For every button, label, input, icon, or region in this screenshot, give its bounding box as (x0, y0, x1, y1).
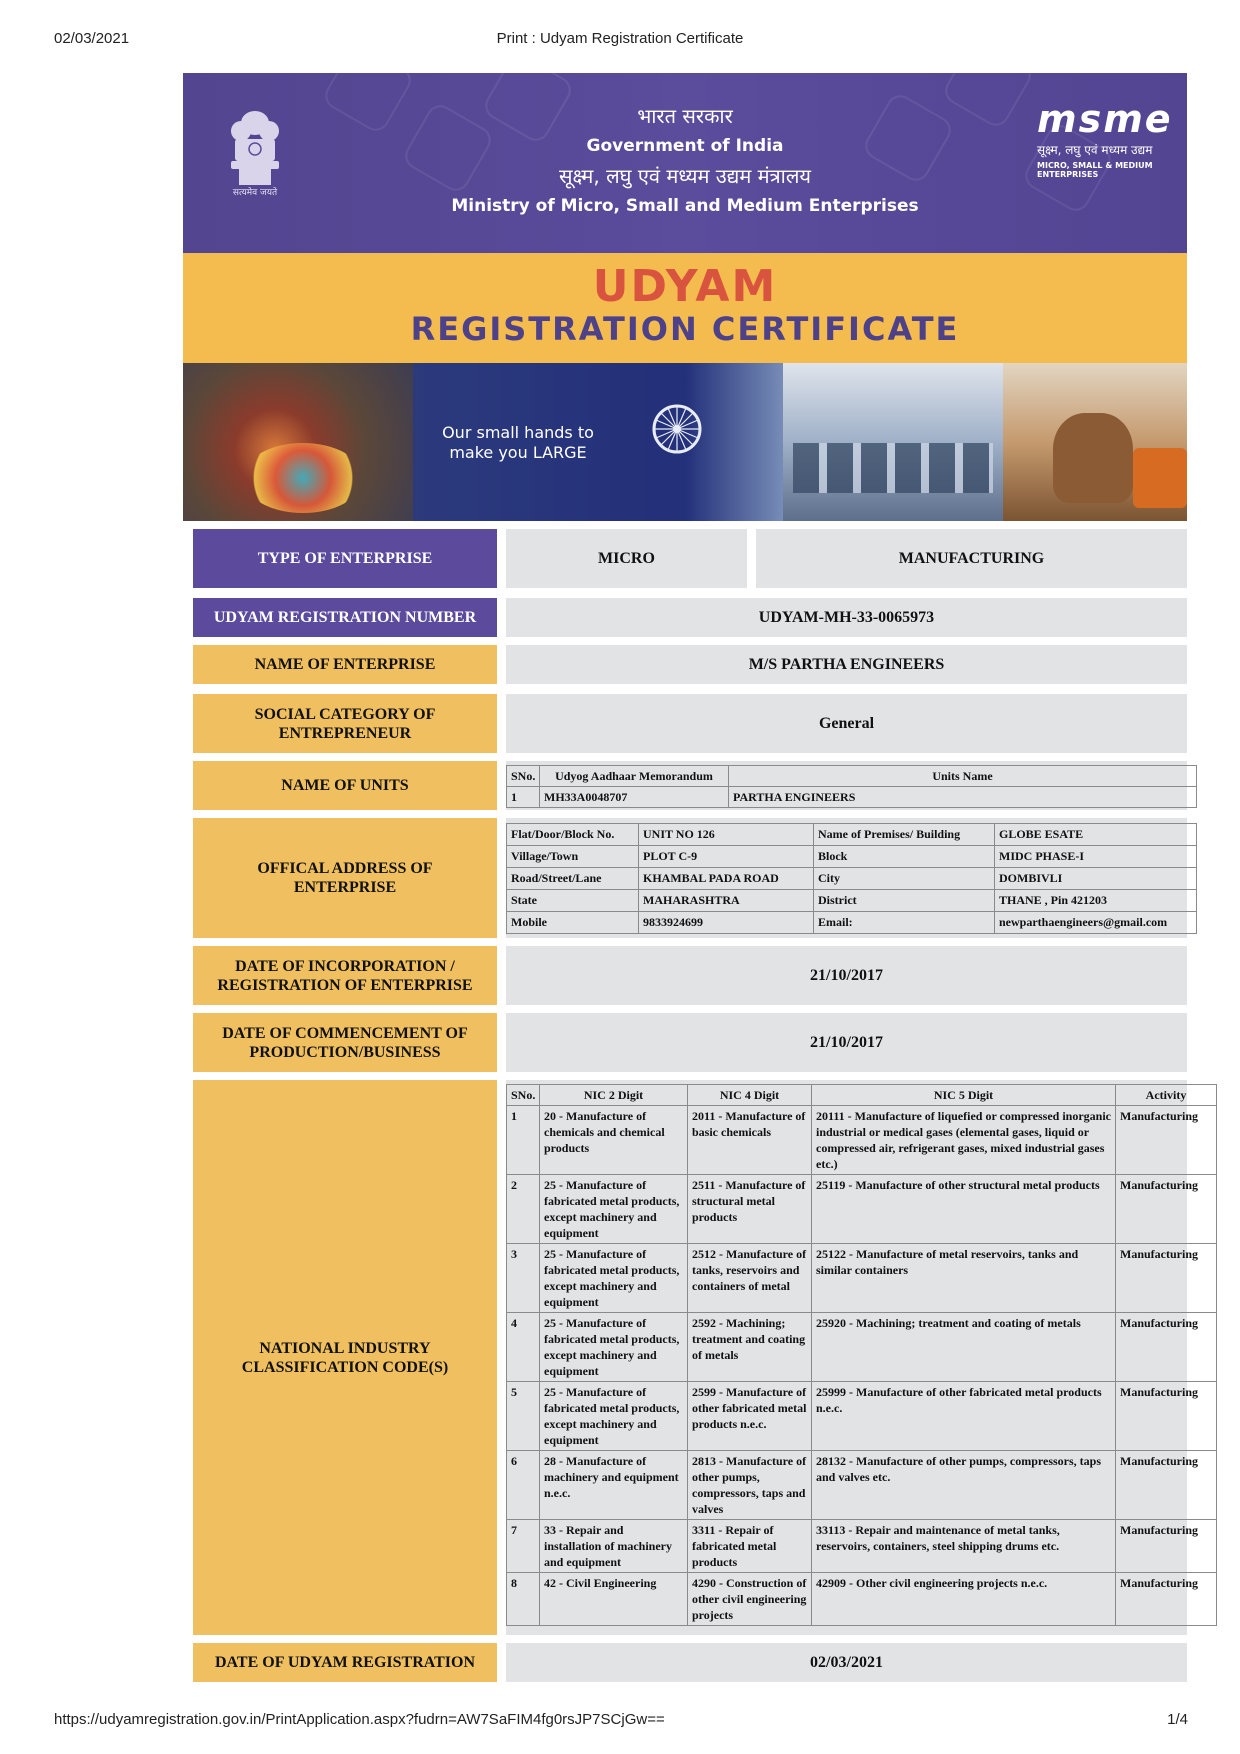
address-field-value: MAHARASHTRA (639, 890, 814, 912)
table-cell: 4 (507, 1313, 540, 1382)
address-field-label: Mobile (507, 912, 639, 934)
table-cell: 33 - Repair and installation of machinery and equipment (540, 1520, 688, 1573)
enterprise-activity-value: MANUFACTURING (756, 529, 1187, 588)
udyam-registration-date-value: 02/03/2021 (506, 1643, 1187, 1682)
msme-hindi-text: सूक्ष्म, लघु एवं मध्यम उद्यम (1037, 143, 1153, 157)
table-cell: 7 (507, 1520, 540, 1573)
table-cell: Manufacturing (1116, 1313, 1217, 1382)
table-cell: 25 - Manufacture of fabricated metal products, except machinery and equipment (540, 1175, 688, 1244)
address-table-container (506, 818, 1187, 938)
table-cell: 1 (507, 1106, 540, 1175)
table-header-cell: SNo. (507, 766, 540, 787)
table-cell: 28132 - Manufacture of other pumps, compressors, taps and valves etc. (812, 1451, 1116, 1520)
table-cell: 5 (507, 1382, 540, 1451)
nic-table (506, 1084, 1217, 1626)
table-header-cell: NIC 4 Digit (688, 1085, 812, 1106)
table-cell: 2592 - Machining; treatment and coating of metals (688, 1313, 812, 1382)
hindi-ministry-text: सूक्ष्म, लघु एवं मध्यम उद्यम मंत्रालय (559, 164, 811, 188)
chakra-wheel-icon (651, 403, 703, 455)
address-field-label: Name of Premises/ Building (814, 824, 995, 846)
table-header-cell: NIC 5 Digit (812, 1085, 1116, 1106)
address-label: OFFICAL ADDRESS OF ENTERPRISE (193, 818, 497, 938)
table-cell: 6 (507, 1451, 540, 1520)
table-cell: 28 - Manufacture of machinery and equipment n.e.c. (540, 1451, 688, 1520)
table-header-cell: Activity (1116, 1085, 1217, 1106)
address-table (506, 823, 1197, 934)
office-photo (783, 363, 1003, 521)
table-cell: 2011 - Manufacture of basic chemicals (688, 1106, 812, 1175)
table-cell: MH33A0048707 (540, 787, 729, 808)
table-cell: Manufacturing (1116, 1244, 1217, 1313)
print-title: Print : Udyam Registration Certificate (496, 30, 744, 47)
table-cell: 2599 - Manufacture of other fabricated metal products n.e.c. (688, 1382, 812, 1451)
registration-number-value: UDYAM-MH-33-0065973 (506, 598, 1187, 637)
table-cell: 8 (507, 1573, 540, 1626)
address-field-value: 9833924699 (639, 912, 814, 934)
table-cell: 2 (507, 1175, 540, 1244)
address-field-label: District (814, 890, 995, 912)
units-table-container (506, 761, 1187, 810)
address-field-value: THANE , Pin 421203 (995, 890, 1197, 912)
table-cell: 2512 - Manufacture of tanks, reservoirs and containers of metal (688, 1244, 812, 1313)
table-header-cell: Udyog Aadhaar Memorandum (540, 766, 729, 787)
tagline (438, 423, 598, 463)
photo-banner (183, 363, 1187, 521)
table-cell: 20111 - Manufacture of liquefied or compressed inorganic industrial or medical gases (elemental gases, liquid or compressed air, refrigerant gases, mixed industrial gases etc.) (812, 1106, 1116, 1175)
address-field-label: Village/Town (507, 846, 639, 868)
table-row (507, 1244, 1217, 1313)
address-row (507, 912, 1197, 934)
print-footer (0, 1711, 1240, 1733)
table-cell: PARTHA ENGINEERS (729, 787, 1197, 808)
table-cell: 4290 - Construction of other civil engineering projects (688, 1573, 812, 1626)
units-label: NAME OF UNITS (193, 761, 497, 810)
commencement-date-label: DATE OF COMMENCEMENT OF PRODUCTION/BUSINESS (193, 1013, 497, 1072)
nic-codes-label: NATIONAL INDUSTRY CLASSIFICATION CODE(S) (193, 1080, 497, 1635)
table-header-cell: Units Name (729, 766, 1197, 787)
address-field-value: PLOT C-9 (639, 846, 814, 868)
table-cell: Manufacturing (1116, 1106, 1217, 1175)
enterprise-name-value: M/S PARTHA ENGINEERS (506, 645, 1187, 684)
table-row (507, 1106, 1217, 1175)
table-row (507, 1520, 1217, 1573)
tagline-line-2: make you LARGE (449, 443, 587, 462)
table-row (507, 1175, 1217, 1244)
table-cell: 25999 - Manufacture of other fabricated metal products n.e.c. (812, 1382, 1116, 1451)
page-number: 1/4 (1167, 1711, 1188, 1728)
ministry-text: Ministry of Micro, Small and Medium Enterprises (451, 196, 919, 216)
address-field-value: GLOBE ESATE (995, 824, 1197, 846)
social-category-value: General (506, 694, 1187, 753)
address-row (507, 868, 1197, 890)
incorporation-date-label: DATE OF INCORPORATION / REGISTRATION OF ENTERPRISE (193, 946, 497, 1005)
social-category-label: SOCIAL CATEGORY OF ENTREPRENEUR (193, 694, 497, 753)
table-header-cell: NIC 2 Digit (540, 1085, 688, 1106)
table-cell: 33113 - Repair and maintenance of metal tanks, reservoirs, containers, steel shipping drums etc. (812, 1520, 1116, 1573)
msme-english-text: MICRO, SMALL & MEDIUM ENTERPRISES (1037, 161, 1153, 179)
table-row (507, 1573, 1217, 1626)
table-cell: 25122 - Manufacture of metal reservoirs, tanks and similar containers (812, 1244, 1116, 1313)
government-of-india-text: Government of India (586, 136, 784, 156)
table-cell: 25119 - Manufacture of other structural metal products (812, 1175, 1116, 1244)
address-field-label: State (507, 890, 639, 912)
units-table (506, 765, 1197, 808)
enterprise-size-value: MICRO (506, 529, 747, 588)
table-cell: Manufacturing (1116, 1520, 1217, 1573)
units-table-header (507, 766, 1197, 787)
address-field-label: City (814, 868, 995, 890)
print-header (0, 30, 1240, 52)
address-field-value: UNIT NO 126 (639, 824, 814, 846)
table-cell: Manufacturing (1116, 1451, 1217, 1520)
table-cell: Manufacturing (1116, 1573, 1217, 1626)
hindi-government-text: भारत सरकार (637, 104, 733, 128)
table-cell: 1 (507, 787, 540, 808)
government-banner (183, 73, 1187, 253)
nic-table-container (506, 1080, 1198, 1635)
udyam-registration-date-label: DATE OF UDYAM REGISTRATION (193, 1643, 497, 1682)
registration-number-label: UDYAM REGISTRATION NUMBER (193, 598, 497, 637)
table-cell: 25 - Manufacture of fabricated metal products, except machinery and equipment (540, 1313, 688, 1382)
table-cell: 25 - Manufacture of fabricated metal products, except machinery and equipment (540, 1244, 688, 1313)
address-field-value: DOMBIVLI (995, 868, 1197, 890)
address-field-label: Road/Street/Lane (507, 868, 639, 890)
table-cell: 2511 - Manufacture of structural metal products (688, 1175, 812, 1244)
print-url: https://udyamregistration.gov.in/PrintApplication.aspx?fudrn=AW7SaFIM4fg0rsJP7SCjGw== (54, 1711, 665, 1728)
msme-logo-mark: msme (1037, 97, 1173, 141)
nic-table-header (507, 1085, 1217, 1106)
table-cell: Manufacturing (1116, 1382, 1217, 1451)
table-cell: 3 (507, 1244, 540, 1313)
table-cell: 25 - Manufacture of fabricated metal products, except machinery and equipment (540, 1382, 688, 1451)
table-cell: 2813 - Manufacture of other pumps, compressors, taps and valves (688, 1451, 812, 1520)
table-cell: Manufacturing (1116, 1175, 1217, 1244)
enterprise-name-label: NAME OF ENTERPRISE (193, 645, 497, 684)
table-row (507, 1451, 1217, 1520)
address-field-value: KHAMBAL PADA ROAD (639, 868, 814, 890)
certificate-title-band (183, 253, 1187, 363)
table-header-cell: SNo. (507, 1085, 540, 1106)
tagline-line-1: Our small hands to (442, 423, 594, 442)
address-field-value: newparthaengineers@gmail.com (995, 912, 1197, 934)
print-date: 02/03/2021 (54, 30, 130, 47)
incorporation-date-value: 21/10/2017 (506, 946, 1187, 1005)
table-cell: 42 - Civil Engineering (540, 1573, 688, 1626)
table-cell: 42909 - Other civil engineering projects n.e.c. (812, 1573, 1116, 1626)
table-cell: 20 - Manufacture of chemicals and chemical products (540, 1106, 688, 1175)
address-row (507, 890, 1197, 912)
registration-certificate-title: REGISTRATION CERTIFICATE (410, 310, 960, 348)
emblem-motto: सत्यमेव जयते (232, 188, 278, 198)
table-row (507, 787, 1197, 808)
address-field-label: Flat/Door/Block No. (507, 824, 639, 846)
msme-logo (1037, 99, 1187, 179)
type-of-enterprise-label: TYPE OF ENTERPRISE (193, 529, 497, 588)
table-cell: 25920 - Machining; treatment and coating of metals (812, 1313, 1116, 1382)
address-field-value: MIDC PHASE-I (995, 846, 1197, 868)
address-row (507, 824, 1197, 846)
udyam-title: UDYAM (592, 261, 778, 312)
commencement-date-value: 21/10/2017 (506, 1013, 1187, 1072)
table-cell: 3311 - Repair of fabricated metal products (688, 1520, 812, 1573)
table-row (507, 1313, 1217, 1382)
table-row (507, 1382, 1217, 1451)
address-row (507, 846, 1197, 868)
address-field-label: Email: (814, 912, 995, 934)
address-field-label: Block (814, 846, 995, 868)
